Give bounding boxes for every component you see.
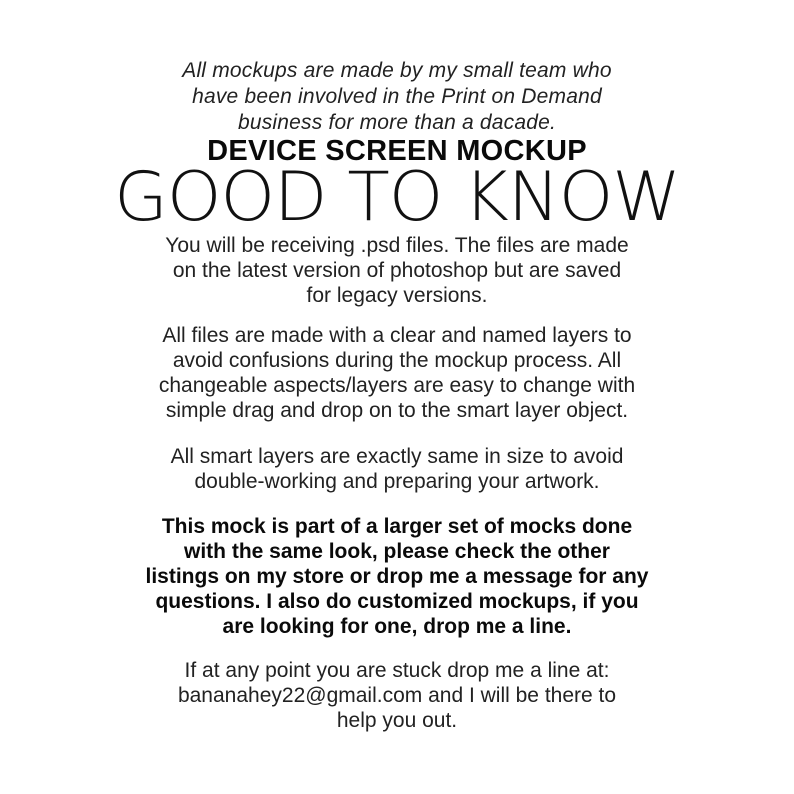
page-title: GOOD TO KNOW <box>114 158 680 237</box>
paragraph-smart-layers: All smart layers are exactly same in size to avoid double-working and preparing your artwork. <box>170 445 624 493</box>
paragraph-file-format: You will be receiving .psd files. The files are made on the latest version of photoshop but are saved for legacy versions. <box>165 234 629 307</box>
product-subtitle: DEVICE SCREEN MOCKUP <box>207 135 587 167</box>
paragraph-contact: If at any point you are stuck drop me a line at: bananahey22@gmail.com and I will be there to help you out. <box>177 659 617 732</box>
intro-text: All mockups are made by my small team who have been involved in the Print on Demand business for more than a dacade. <box>182 59 612 134</box>
paragraph-mock-set: This mock is part of a larger set of mocks done with the same look, please check the other listings on my store or drop me a message for any questions. I also do customized mockups, if you are looking for one, drop me a line. <box>145 515 649 638</box>
paragraph-layers: All files are made with a clear and named layers to avoid confusions during the mockup process. All changeable aspects/layers are easy to change with simple drag and drop on to the smart layer object. <box>158 324 636 422</box>
